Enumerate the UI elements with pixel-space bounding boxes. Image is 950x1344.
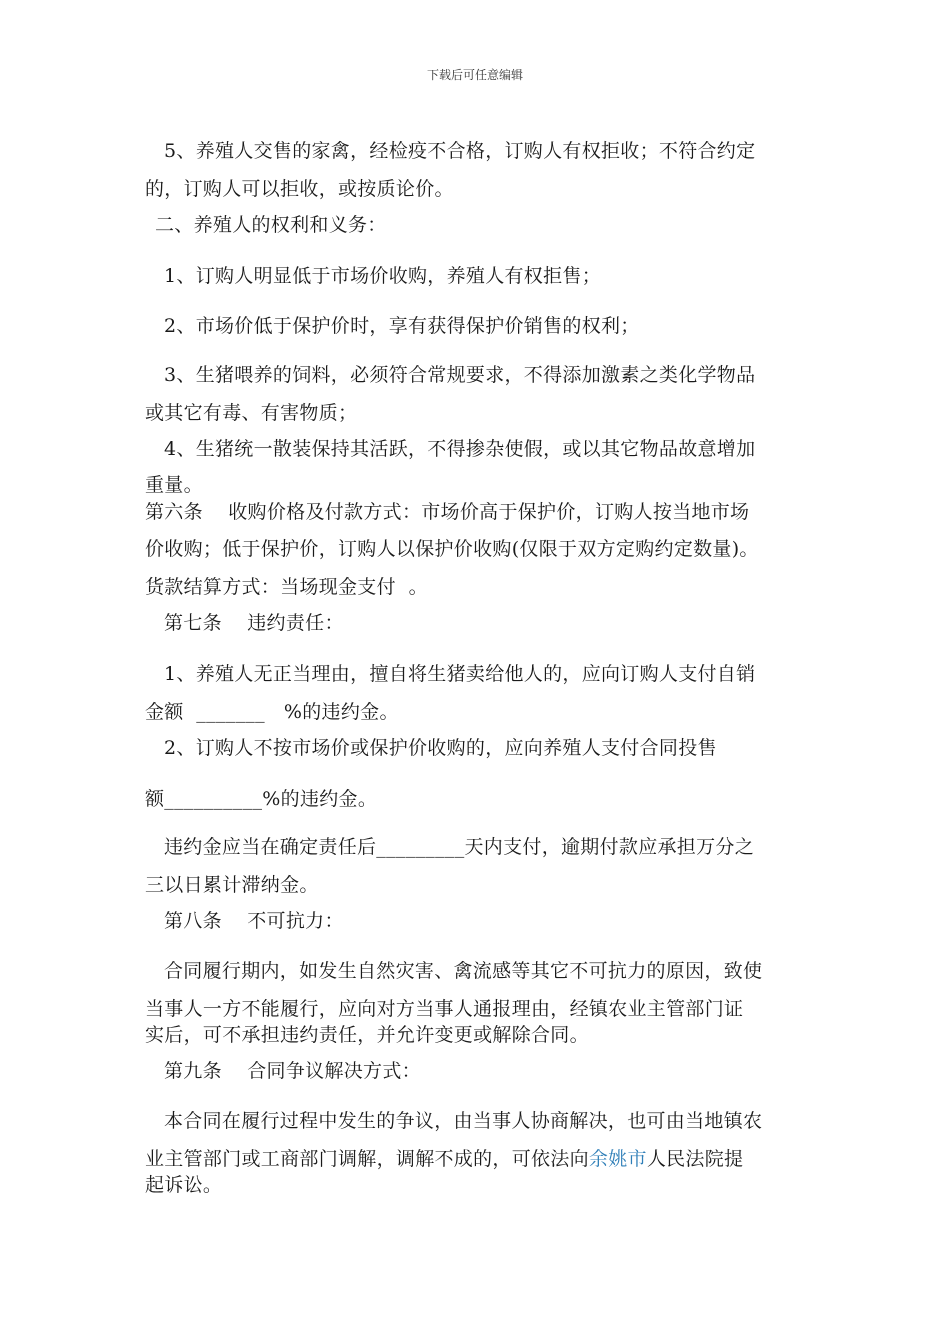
paragraph-line: 金额 _______ %的违约金。 (145, 701, 399, 723)
paragraph-line (145, 1146, 743, 1172)
paragraph-line: 3、生猪喂养的饲料，必须符合常规要求，不得添加激素之类化学物品 (164, 364, 756, 386)
paragraph-line: 的，订购人可以拒收，或按质论价。 (145, 178, 454, 200)
paragraph-line: 第八条 不可抗力： (164, 910, 344, 932)
page-header: 下载后可任意编辑 (426, 68, 523, 82)
paragraph-line: 第七条 违约责任： (164, 612, 344, 634)
paragraph-line: 1、养殖人无正当理由，擅自将生猪卖给他人的，应向订购人支付自销 (164, 663, 756, 685)
paragraph-line: 价收购；低于保护价，订购人以保护价收购(仅限于双方定购约定数量)。 (145, 538, 759, 560)
paragraph-line: 第九条 合同争议解决方式： (164, 1060, 421, 1082)
paragraph-line: 额__________%的违约金。 (145, 788, 378, 810)
paragraph-line: 起诉讼。 (145, 1174, 223, 1196)
text-segment: 人民法院提 (646, 1148, 744, 1170)
paragraph-line: 2、订购人不按市场价或保护价收购的，应向养殖人支付合同投售 (164, 737, 717, 759)
court-location-link[interactable]: 余姚市 (588, 1148, 647, 1170)
paragraph-line: 合同履行期内，如发生自然灾害、禽流感等其它不可抗力的原因，致使 (164, 960, 763, 982)
paragraph-line: 二、养殖人的权利和义务： (155, 214, 387, 236)
paragraph-line: 本合同在履行过程中发生的争议，由当事人协商解决，也可由当地镇农 (164, 1110, 763, 1132)
paragraph-line: 5、养殖人交售的家禽，经检疫不合格，订购人有权拒收；不符合约定 (164, 140, 756, 162)
paragraph-line: 2、市场价低于保护价时，享有获得保护价销售的权利； (164, 315, 640, 337)
paragraph-line: 1、订购人明显低于市场价收购，养殖人有权拒售； (164, 265, 601, 287)
paragraph-line: 重量。 (145, 474, 203, 496)
paragraph-line: 第六条 收购价格及付款方式：市场价高于保护价，订购人按当地市场 (145, 501, 750, 523)
paragraph-line: 实后，可不承担违约责任，并允许变更或解除合同。 (145, 1024, 589, 1046)
text-segment: 业主管部门或工商部门调解，调解不成的，可依法向 (145, 1148, 589, 1170)
paragraph-line: 货款结算方式：当场现金支付 。 (145, 576, 428, 598)
paragraph-line: 或其它有毒、有害物质； (145, 402, 358, 424)
paragraph-line: 4、生猪统一散装保持其活跃，不得掺杂使假，或以其它物品故意增加 (164, 438, 756, 460)
paragraph-line: 违约金应当在确定责任后_________天内支付，逾期付款应承担万分之 (164, 836, 755, 858)
paragraph-line: 当事人一方不能履行，应向对方当事人通报理由，经镇农业主管部门证 (145, 998, 744, 1020)
paragraph-line: 三以日累计滞纳金。 (145, 874, 319, 896)
